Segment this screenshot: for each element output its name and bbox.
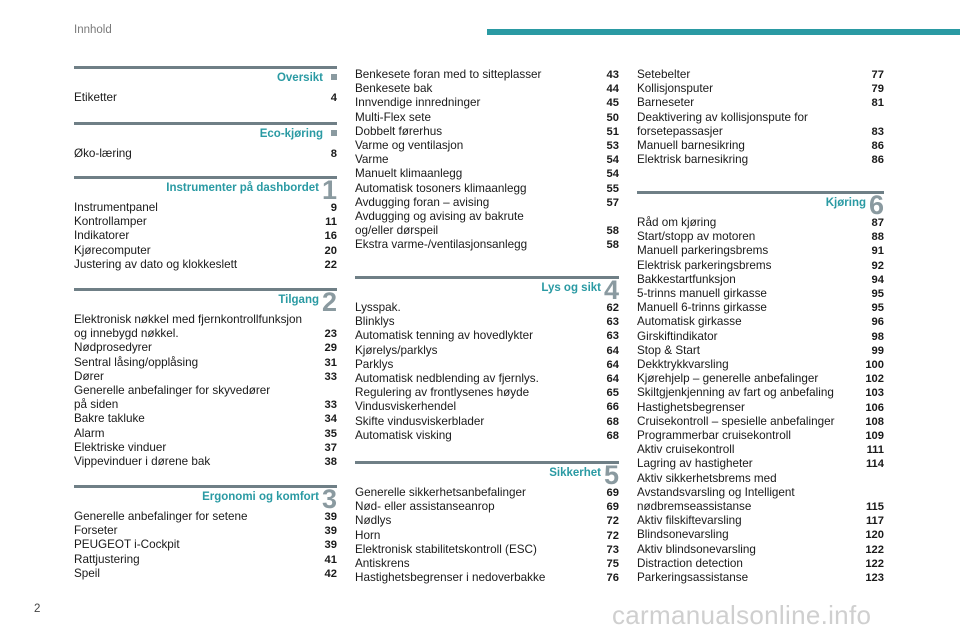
entry-title: Distraction detection xyxy=(637,556,743,570)
toc-entry[interactable] xyxy=(355,315,619,329)
entry-page-number: 54 xyxy=(606,154,619,167)
entry-title: Kontrollamper xyxy=(74,215,147,229)
section-header xyxy=(74,175,337,205)
toc-entry[interactable] xyxy=(74,538,337,552)
entry-page-number: 35 xyxy=(324,427,337,440)
entry-title: Generelle sikkerhetsanbefalinger xyxy=(355,486,526,499)
toc-entry[interactable] xyxy=(355,358,619,372)
section-header xyxy=(74,66,337,91)
entry-page-number: 42 xyxy=(324,567,337,580)
toc-entry[interactable] xyxy=(355,329,619,343)
entry-page-number: 100 xyxy=(865,359,884,372)
toc-entry[interactable] xyxy=(637,401,884,415)
toc-entry[interactable] xyxy=(637,301,884,315)
entry-title: Avdugging og avising av bakrute og/eller dørspeil xyxy=(355,210,524,238)
entry-page-number: 64 xyxy=(606,358,619,371)
entry-title: Barneseter xyxy=(637,96,695,110)
toc-entry[interactable] xyxy=(637,571,884,585)
entry-page-number: 81 xyxy=(871,97,884,110)
toc-entry[interactable] xyxy=(637,528,884,542)
toc-entry[interactable] xyxy=(355,486,619,500)
entry-title: Lagring av hastigheter xyxy=(637,457,753,471)
section-header xyxy=(355,460,619,490)
toc-entry[interactable] xyxy=(74,201,337,215)
toc-entry[interactable] xyxy=(74,370,337,384)
entry-title: Nødlys xyxy=(355,514,392,528)
entry-title: Start/stopp av motoren xyxy=(637,230,756,244)
entry-page-number: 69 xyxy=(606,501,619,514)
entry-title: Manuell parkeringsbrems xyxy=(637,244,769,258)
toc-entry[interactable] xyxy=(355,386,619,400)
toc-entry[interactable] xyxy=(637,259,884,273)
entry-page-number: 77 xyxy=(871,69,884,81)
entry-title: Skiltgjenkjenning av fart og anbefaling xyxy=(637,386,834,400)
page-number: 2 xyxy=(34,603,41,615)
entry-page-number: 69 xyxy=(606,487,619,499)
toc-entry[interactable] xyxy=(74,244,337,258)
entry-page-number: 88 xyxy=(871,231,884,244)
entry-page-number: 38 xyxy=(324,456,337,469)
entry-page-number: 92 xyxy=(871,259,884,272)
toc-entry[interactable] xyxy=(637,386,884,400)
entry-page-number: 55 xyxy=(606,182,619,195)
watermark: carmanualsonline.info xyxy=(612,600,872,630)
entry-title: Varme xyxy=(355,153,389,167)
toc-entry[interactable] xyxy=(355,543,619,557)
entry-title: Vippevinduer i dørene bak xyxy=(74,455,211,469)
toc-entry[interactable] xyxy=(74,258,337,272)
entry-page-number: 123 xyxy=(865,572,884,585)
entry-title: Bakre takluke xyxy=(74,412,145,426)
toc-entry[interactable] xyxy=(355,529,619,543)
toc-entry[interactable] xyxy=(355,415,619,429)
entry-title: Aktiv filskiftevarsling xyxy=(637,514,742,528)
entry-list xyxy=(74,313,337,469)
entry-page-number: 33 xyxy=(324,399,337,412)
entry-page-number: 53 xyxy=(606,140,619,153)
entry-page-number: 83 xyxy=(871,125,884,138)
toc-entry[interactable] xyxy=(355,344,619,358)
entry-page-number: 64 xyxy=(606,344,619,357)
entry-page-number: 103 xyxy=(865,387,884,400)
toc-entry[interactable] xyxy=(355,68,619,82)
entry-page-number: 43 xyxy=(606,69,619,81)
toc-entry[interactable] xyxy=(355,571,619,585)
toc-entry[interactable] xyxy=(74,427,337,441)
entry-title: Elektrisk barnesikring xyxy=(637,153,749,167)
entry-title: Automatisk visking xyxy=(355,428,452,442)
toc-entry[interactable] xyxy=(637,358,884,372)
entry-page-number: 44 xyxy=(606,83,619,96)
entry-title: Automatisk nedblending av fjernlys. xyxy=(355,372,539,386)
entry-page-number: 31 xyxy=(324,356,337,369)
entry-title: Regulering av frontlysenes høyde xyxy=(355,386,530,400)
toc-entry[interactable] xyxy=(637,429,884,443)
toc-entry[interactable] xyxy=(74,147,337,161)
entry-title: Dører xyxy=(74,369,104,383)
entry-page-number: 22 xyxy=(324,258,337,271)
toc-entry[interactable] xyxy=(74,553,337,567)
entry-title: Dobbelt førerhus xyxy=(355,124,443,138)
section-header xyxy=(74,122,337,147)
section-title: Kjøring xyxy=(825,197,866,209)
toc-entry[interactable] xyxy=(355,557,619,571)
entry-page-number: 64 xyxy=(606,373,619,386)
section-number: 1 xyxy=(321,175,337,205)
entry-page-number: 75 xyxy=(606,558,619,571)
entry-page-number: 57 xyxy=(606,196,619,209)
square-marker-icon xyxy=(331,130,337,136)
entry-title: Benkesete bak xyxy=(355,82,433,96)
entry-page-number: 94 xyxy=(871,273,884,286)
toc-entry[interactable] xyxy=(74,567,337,581)
entry-page-number: 91 xyxy=(871,245,884,258)
entry-title: Elektrisk parkeringsbrems xyxy=(637,258,772,272)
toc-section xyxy=(637,68,884,167)
entry-page-number: 58 xyxy=(606,239,619,252)
entry-page-number: 98 xyxy=(871,330,884,343)
entry-title: Nød- eller assistanseanrop xyxy=(355,500,495,514)
toc-entry[interactable] xyxy=(637,230,884,244)
entry-page-number: 96 xyxy=(871,316,884,329)
entry-page-number: 117 xyxy=(865,515,884,528)
section-header xyxy=(637,190,884,220)
entry-title: Antiskrens xyxy=(355,557,410,571)
entry-title: Kjørehjelp – generelle anbefalinger xyxy=(637,372,819,386)
entry-page-number: 23 xyxy=(324,328,337,341)
toc-entry[interactable] xyxy=(637,543,884,557)
entry-title: Blinklys xyxy=(355,315,395,329)
entry-title: Automatisk tenning av hovedlykter xyxy=(355,329,534,343)
entry-title: Elektronisk stabilitetskontroll (ESC) xyxy=(355,542,537,556)
toc-section xyxy=(74,66,337,105)
section-number: 4 xyxy=(603,275,619,305)
entry-title: Speil xyxy=(74,566,100,580)
entry-page-number: 63 xyxy=(606,316,619,329)
entry-title: Avdugging foran – avising xyxy=(355,195,490,209)
toc-entry[interactable] xyxy=(637,153,884,167)
entry-page-number: 95 xyxy=(871,288,884,301)
toc-entry[interactable] xyxy=(637,472,884,515)
entry-title: Bakkestartfunksjon xyxy=(637,272,736,286)
entry-list xyxy=(74,201,337,272)
section-title: Ergonomi og komfort xyxy=(202,491,319,503)
entry-page-number: 86 xyxy=(871,154,884,167)
toc-entry[interactable] xyxy=(355,196,619,210)
entry-title: Rattjustering xyxy=(74,552,140,566)
header-label: Innhold xyxy=(74,24,112,36)
entry-title: Sentral låsing/opplåsing xyxy=(74,355,199,369)
toc-entry[interactable] xyxy=(355,238,619,252)
entry-title: Parkeringsassistanse xyxy=(637,571,749,585)
entry-title: Vindusviskerhendel xyxy=(355,400,457,414)
entry-title: Elektronisk nøkkel med fjernkontrollfunksjon og innebygd nøkkel. xyxy=(74,313,303,341)
toc-entry[interactable] xyxy=(355,125,619,139)
entry-title: Hastighetsbegrenser i nedoverbakke xyxy=(355,571,546,585)
entry-page-number: 68 xyxy=(606,415,619,428)
entry-title: Parklys xyxy=(355,357,394,371)
square-marker-icon xyxy=(331,74,337,80)
toc-entry[interactable] xyxy=(637,514,884,528)
toc-entry[interactable] xyxy=(355,514,619,528)
entry-title: Manuell barnesikring xyxy=(637,139,745,153)
section-title: Oversikt xyxy=(276,72,323,84)
entry-title: Automatisk tosoners klimaanlegg xyxy=(355,181,527,195)
entry-list xyxy=(637,216,884,585)
entry-title: Blindsonevarsling xyxy=(637,528,729,542)
entry-title: Råd om kjøring xyxy=(637,216,717,229)
entry-page-number: 99 xyxy=(871,344,884,357)
entry-title: Horn xyxy=(355,528,381,542)
toc-entry[interactable] xyxy=(74,91,337,105)
entry-title: Setebelter xyxy=(637,68,691,81)
entry-title: Multi-Flex sete xyxy=(355,110,431,124)
entry-title: Indikatorer xyxy=(74,229,130,243)
toc-entry[interactable] xyxy=(74,313,337,341)
toc-entry[interactable] xyxy=(74,384,337,412)
entry-title: Generelle anbefalinger for setene xyxy=(74,510,248,523)
entry-title: Programmerbar cruisekontroll xyxy=(637,429,791,443)
toc-entry[interactable] xyxy=(74,441,337,455)
toc-entry[interactable] xyxy=(637,82,884,96)
toc-section xyxy=(74,176,337,272)
entry-title: Hastighetsbegrenser xyxy=(637,400,745,414)
entry-page-number: 39 xyxy=(324,539,337,552)
toc-entry[interactable] xyxy=(637,315,884,329)
entry-list xyxy=(74,147,337,161)
entry-title: Forseter xyxy=(74,524,118,538)
entry-page-number: 51 xyxy=(606,125,619,138)
entry-title: Cruisekontroll – spesielle anbefalinger xyxy=(637,414,835,428)
entry-page-number: 34 xyxy=(324,413,337,426)
toc-entry[interactable] xyxy=(74,524,337,538)
entry-page-number: 114 xyxy=(865,458,884,471)
entry-title: Manuell 6-trinns girkasse xyxy=(637,301,767,315)
entry-list xyxy=(355,68,619,253)
entry-page-number: 111 xyxy=(866,444,884,457)
entry-page-number: 86 xyxy=(871,140,884,153)
toc-entry[interactable] xyxy=(74,356,337,370)
entry-title: Dekktrykkvarsling xyxy=(637,358,729,372)
toc-entry[interactable] xyxy=(355,139,619,153)
entry-page-number: 115 xyxy=(865,501,884,514)
entry-title: Alarm xyxy=(74,426,105,440)
toc-entry[interactable] xyxy=(637,216,884,230)
entry-title: Deaktivering av kollisjonspute for forsetepassasjer xyxy=(637,110,808,138)
toc-entry[interactable] xyxy=(355,500,619,514)
toc-entry[interactable] xyxy=(355,82,619,96)
entry-title: Aktiv sikkerhetsbrems med Avstandsvarsling og Intelligent nødbremseassistanse xyxy=(637,471,795,514)
toc-section xyxy=(355,68,619,253)
entry-page-number: 72 xyxy=(606,515,619,528)
entry-page-number: 39 xyxy=(324,525,337,538)
entry-title: Benkesete foran med to sitteplasser xyxy=(355,68,542,81)
entry-title: Nødprosedyrer xyxy=(74,341,152,355)
entry-page-number: 63 xyxy=(606,330,619,343)
toc-section xyxy=(355,461,619,585)
entry-page-number: 66 xyxy=(606,401,619,414)
toc-entry[interactable] xyxy=(637,344,884,358)
entry-list xyxy=(74,91,337,105)
toc-entry[interactable] xyxy=(637,557,884,571)
entry-title: Aktiv cruisekontroll xyxy=(637,443,735,457)
toc-entry[interactable] xyxy=(637,330,884,344)
entry-title: Lysspak. xyxy=(355,301,401,314)
toc-entry[interactable] xyxy=(74,412,337,426)
entry-page-number: 122 xyxy=(865,557,884,570)
section-header xyxy=(74,484,337,514)
entry-page-number: 95 xyxy=(871,302,884,315)
entry-title: Manuelt klimaanlegg xyxy=(355,167,463,181)
entry-title: Kjørecomputer xyxy=(74,243,151,257)
entry-page-number: 29 xyxy=(324,342,337,355)
entry-page-number: 4 xyxy=(330,92,337,104)
toc-entry[interactable] xyxy=(74,229,337,243)
entry-page-number: 122 xyxy=(865,543,884,556)
toc-entry[interactable] xyxy=(355,301,619,315)
toc-entry[interactable] xyxy=(637,372,884,386)
toc-entry[interactable] xyxy=(74,510,337,524)
entry-page-number: 41 xyxy=(324,553,337,566)
entry-page-number: 9 xyxy=(330,202,337,214)
toc-entry[interactable] xyxy=(355,429,619,443)
entry-page-number: 11 xyxy=(325,216,337,229)
toc-entry[interactable] xyxy=(637,68,884,82)
toc-entry[interactable] xyxy=(637,415,884,429)
toc-entry[interactable] xyxy=(637,457,884,471)
section-title: Lys og sikt xyxy=(541,282,601,294)
entry-page-number: 73 xyxy=(606,543,619,556)
section-number: 2 xyxy=(321,287,337,317)
toc-entry[interactable] xyxy=(637,443,884,457)
section-title: Eco-kjøring xyxy=(259,128,323,140)
section-title: Sikkerhet xyxy=(549,467,601,479)
toc-entry[interactable] xyxy=(355,182,619,196)
entry-list xyxy=(637,68,884,167)
entry-title: 5-trinns manuell girkasse xyxy=(637,287,767,301)
entry-title: Kjørelys/parklys xyxy=(355,343,438,357)
section-title: Instrumenter på dashbordet xyxy=(166,182,319,194)
toc-entry[interactable] xyxy=(637,287,884,301)
entry-title: Elektriske vinduer xyxy=(74,440,167,454)
toc-entry[interactable] xyxy=(74,455,337,469)
entry-title: PEUGEOT i-Cockpit xyxy=(74,538,180,552)
toc-entry[interactable] xyxy=(637,96,884,110)
section-number: 6 xyxy=(868,190,884,220)
entry-page-number: 106 xyxy=(865,401,884,414)
toc-entry[interactable] xyxy=(355,96,619,110)
entry-page-number: 20 xyxy=(324,244,337,257)
section-title: Tilgang xyxy=(278,294,319,306)
entry-page-number: 58 xyxy=(606,225,619,238)
entry-list xyxy=(355,301,619,443)
toc-entry[interactable] xyxy=(355,153,619,167)
toc-entry[interactable] xyxy=(637,273,884,287)
toc-entry[interactable] xyxy=(74,215,337,229)
toc-entry[interactable] xyxy=(74,341,337,355)
toc-entry[interactable] xyxy=(637,111,884,139)
toc-entry[interactable] xyxy=(637,139,884,153)
entry-page-number: 8 xyxy=(330,148,337,160)
entry-title: Skifte vindusviskerblader xyxy=(355,414,485,428)
entry-page-number: 65 xyxy=(606,387,619,400)
entry-page-number: 68 xyxy=(606,429,619,442)
entry-title: Generelle anbefalinger for skyvedører på siden xyxy=(74,384,271,412)
entry-title: Justering av dato og klokkeslett xyxy=(74,257,238,271)
section-number: 5 xyxy=(603,460,619,490)
toc-section xyxy=(74,485,337,581)
section-header xyxy=(355,275,619,305)
entry-title: Instrumentpanel xyxy=(74,201,158,214)
entry-title: Ekstra varme-/ventilasjonsanlegg xyxy=(355,238,528,252)
section-number: 3 xyxy=(321,484,337,514)
entry-title: Stop & Start xyxy=(637,343,701,357)
entry-page-number: 62 xyxy=(606,302,619,314)
toc-entry[interactable] xyxy=(355,400,619,414)
entry-list xyxy=(355,486,619,585)
entry-page-number: 37 xyxy=(324,441,337,454)
entry-title: Automatisk girkasse xyxy=(637,315,742,329)
entry-page-number: 120 xyxy=(865,529,884,542)
toc-entry[interactable] xyxy=(637,244,884,258)
entry-page-number: 76 xyxy=(606,572,619,585)
toc-entry[interactable] xyxy=(355,210,619,238)
entry-title: Øko-læring xyxy=(74,147,132,160)
header-accent-bar xyxy=(487,29,960,35)
toc-section xyxy=(355,276,619,443)
entry-page-number: 109 xyxy=(865,430,884,443)
entry-title: Etiketter xyxy=(74,91,117,104)
toc-section xyxy=(637,191,884,585)
entry-title: Kollisjonsputer xyxy=(637,82,714,96)
entry-page-number: 72 xyxy=(606,529,619,542)
entry-title: Aktiv blindsonevarsling xyxy=(637,542,756,556)
entry-page-number: 45 xyxy=(606,97,619,110)
entry-page-number: 108 xyxy=(865,415,884,428)
entry-page-number: 39 xyxy=(324,511,337,523)
entry-page-number: 79 xyxy=(871,83,884,96)
entry-page-number: 16 xyxy=(324,230,337,243)
toc-section xyxy=(74,122,337,161)
toc-entry[interactable] xyxy=(355,111,619,125)
entry-page-number: 54 xyxy=(606,168,619,181)
entry-list xyxy=(74,510,337,581)
entry-title: Girskiftindikator xyxy=(637,329,718,343)
entry-title: Varme og ventilasjon xyxy=(355,139,464,153)
toc-entry[interactable] xyxy=(355,372,619,386)
section-header xyxy=(74,287,337,317)
toc-entry[interactable] xyxy=(355,167,619,181)
entry-page-number: 87 xyxy=(871,217,884,229)
entry-page-number: 33 xyxy=(324,370,337,383)
entry-title: Innvendige innredninger xyxy=(355,96,481,110)
toc-section xyxy=(74,288,337,469)
entry-page-number: 102 xyxy=(865,373,884,386)
entry-page-number: 50 xyxy=(606,111,619,124)
